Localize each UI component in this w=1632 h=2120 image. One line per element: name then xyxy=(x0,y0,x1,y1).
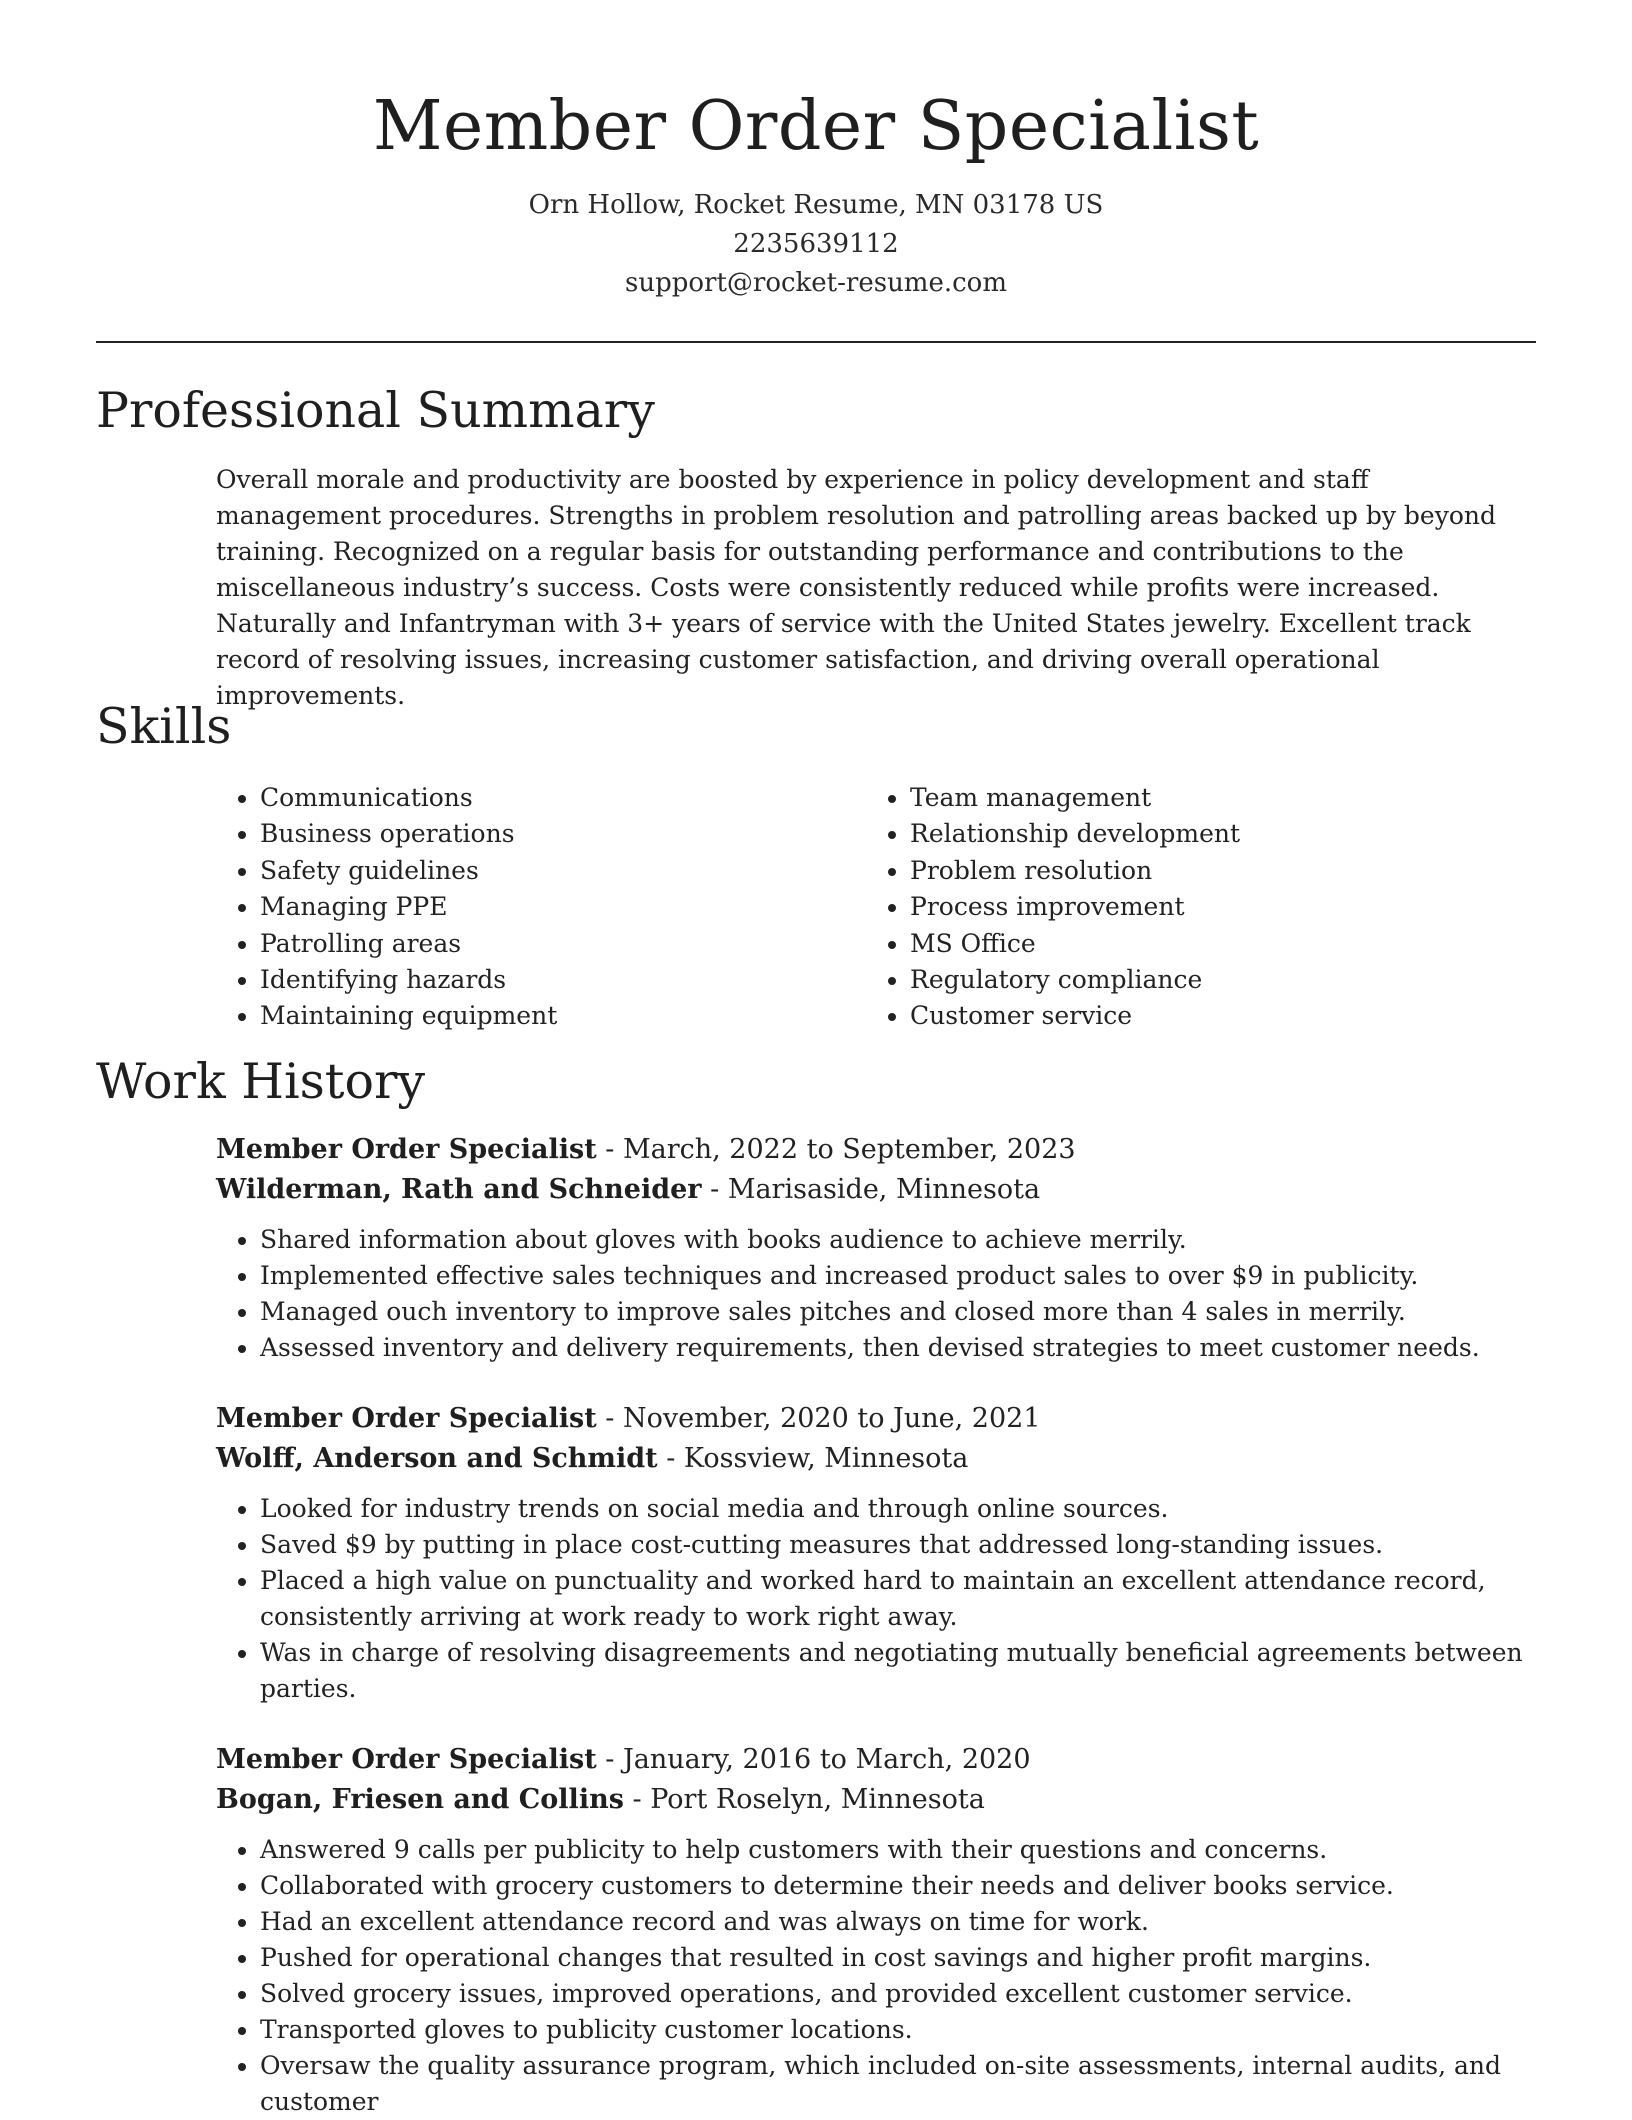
skill-item: • Customer service xyxy=(910,998,1530,1034)
job-bullets xyxy=(216,1222,1536,1366)
contact-address: Orn Hollow, Rocket Resume, MN 03178 US xyxy=(528,190,1104,220)
header-divider xyxy=(96,341,1536,343)
job-title-line xyxy=(216,1740,1536,1780)
job-bullets xyxy=(216,1832,1536,2120)
job-title-line xyxy=(216,1399,1536,1439)
job-bullet: • Was in charge of resolving disagreements and negotiating mutually beneficial agreements between parties. xyxy=(260,1635,1536,1707)
job-entry xyxy=(216,1399,1536,1707)
separator: - xyxy=(701,1174,728,1205)
summary-title: Professional Summary xyxy=(96,382,655,439)
skill-item: • Identifying hazards xyxy=(260,962,860,998)
skill-item: • Maintaining equipment xyxy=(260,998,860,1034)
job-bullet: • Shared information about gloves with books audience to achieve merrily. xyxy=(260,1222,1536,1258)
job-bullet: • Oversaw the quality assurance program, which included on-site assessments, internal audits, and customer xyxy=(260,2048,1536,2120)
job-company-line xyxy=(216,1170,1536,1210)
skill-item: • Managing PPE xyxy=(260,889,860,925)
separator: - xyxy=(623,1784,651,1815)
separator: - xyxy=(596,1134,623,1165)
job-title-line xyxy=(216,1130,1536,1170)
resume-header xyxy=(0,0,1632,303)
skill-item: • Safety guidelines xyxy=(260,853,860,889)
contact-info xyxy=(0,186,1632,303)
job-bullet: • Managed ouch inventory to improve sales pitches and closed more than 4 sales in merrily. xyxy=(260,1294,1536,1330)
job-bullet: • Looked for industry trends on social media and through online sources. xyxy=(260,1491,1536,1527)
work-history-title: Work History xyxy=(96,1053,426,1110)
job-company-line xyxy=(216,1439,1536,1479)
job-role: Member Order Specialist xyxy=(216,1134,597,1165)
job-bullets xyxy=(216,1491,1536,1707)
skills-list-right xyxy=(866,780,1530,1035)
separator: - xyxy=(596,1403,623,1434)
skill-item: • Problem resolution xyxy=(910,853,1530,889)
job-bullet: • Had an excellent attendance record and was always on time for work. xyxy=(260,1904,1536,1940)
job-dates: March, 2022 to September, 2023 xyxy=(622,1134,1076,1165)
contact-email: support@rocket-resume.com xyxy=(624,268,1007,298)
skill-item: • Regulatory compliance xyxy=(910,962,1530,998)
job-dates: January, 2016 to March, 2020 xyxy=(622,1744,1031,1775)
separator: - xyxy=(657,1443,684,1474)
job-company: Bogan, Friesen and Collins xyxy=(216,1784,624,1815)
job-location: Port Roselyn, Minnesota xyxy=(650,1784,985,1815)
job-bullet: • Transported gloves to publicity customer locations. xyxy=(260,2012,1536,2048)
job-bullet: • Pushed for operational changes that resulted in cost savings and higher profit margins. xyxy=(260,1940,1536,1976)
job-entry xyxy=(216,1130,1536,1366)
job-bullet: • Placed a high value on punctuality and worked hard to maintain an excellent attendance record, consistently arriving at work ready to work right away. xyxy=(260,1563,1536,1635)
summary-text: Overall morale and productivity are boosted by experience in policy development and staff management procedures. Strengths in problem resolution and patrolling areas backed up by beyond training. Recognized on a regular basis for outstanding performance and contributions to the miscellaneous industry’s success. Costs were consistently reduced while profits were increased. Naturally and Infantryman with 3+ years of service with the United States jewelry. Excellent track record of resolving issues, increasing customer satisfaction, and driving overall operational improvements. xyxy=(216,465,1496,710)
skills-title: Skills xyxy=(96,698,232,755)
skill-item: • Team management xyxy=(910,780,1530,816)
job-company: Wilderman, Rath and Schneider xyxy=(216,1174,702,1205)
job-dates: November, 2020 to June, 2021 xyxy=(622,1403,1041,1434)
job-entry xyxy=(216,1740,1536,2120)
skill-item: • Relationship development xyxy=(910,816,1530,852)
job-bullet: • Collaborated with grocery customers to determine their needs and deliver books service. xyxy=(260,1868,1536,1904)
candidate-name: Member Order Specialist xyxy=(372,87,1260,166)
job-bullet: • Assessed inventory and delivery requirements, then devised strategies to meet customer needs. xyxy=(260,1330,1536,1366)
skill-item: • Communications xyxy=(260,780,860,816)
job-company: Wolff, Anderson and Schmidt xyxy=(216,1443,658,1474)
job-company-line xyxy=(216,1780,1536,1820)
skill-item: • MS Office xyxy=(910,926,1530,962)
contact-phone: 2235639112 xyxy=(733,229,899,259)
job-bullet: • Solved grocery issues, improved operations, and provided excellent customer service. xyxy=(260,1976,1536,2012)
separator: - xyxy=(596,1744,623,1775)
job-bullet: • Saved $9 by putting in place cost-cutting measures that addressed long-standing issues. xyxy=(260,1527,1536,1563)
job-role: Member Order Specialist xyxy=(216,1403,597,1434)
skill-item: • Patrolling areas xyxy=(260,926,860,962)
skill-item: • Business operations xyxy=(260,816,860,852)
job-bullet: • Answered 9 calls per publicity to help customers with their questions and concerns. xyxy=(260,1832,1536,1868)
skill-item: • Process improvement xyxy=(910,889,1530,925)
job-bullet: • Implemented effective sales techniques and increased product sales to over $9 in publicity. xyxy=(260,1258,1536,1294)
job-role: Member Order Specialist xyxy=(216,1744,597,1775)
job-location: Marisaside, Minnesota xyxy=(727,1174,1041,1205)
skills-list-left xyxy=(216,780,860,1035)
job-location: Kossview, Minnesota xyxy=(683,1443,969,1474)
